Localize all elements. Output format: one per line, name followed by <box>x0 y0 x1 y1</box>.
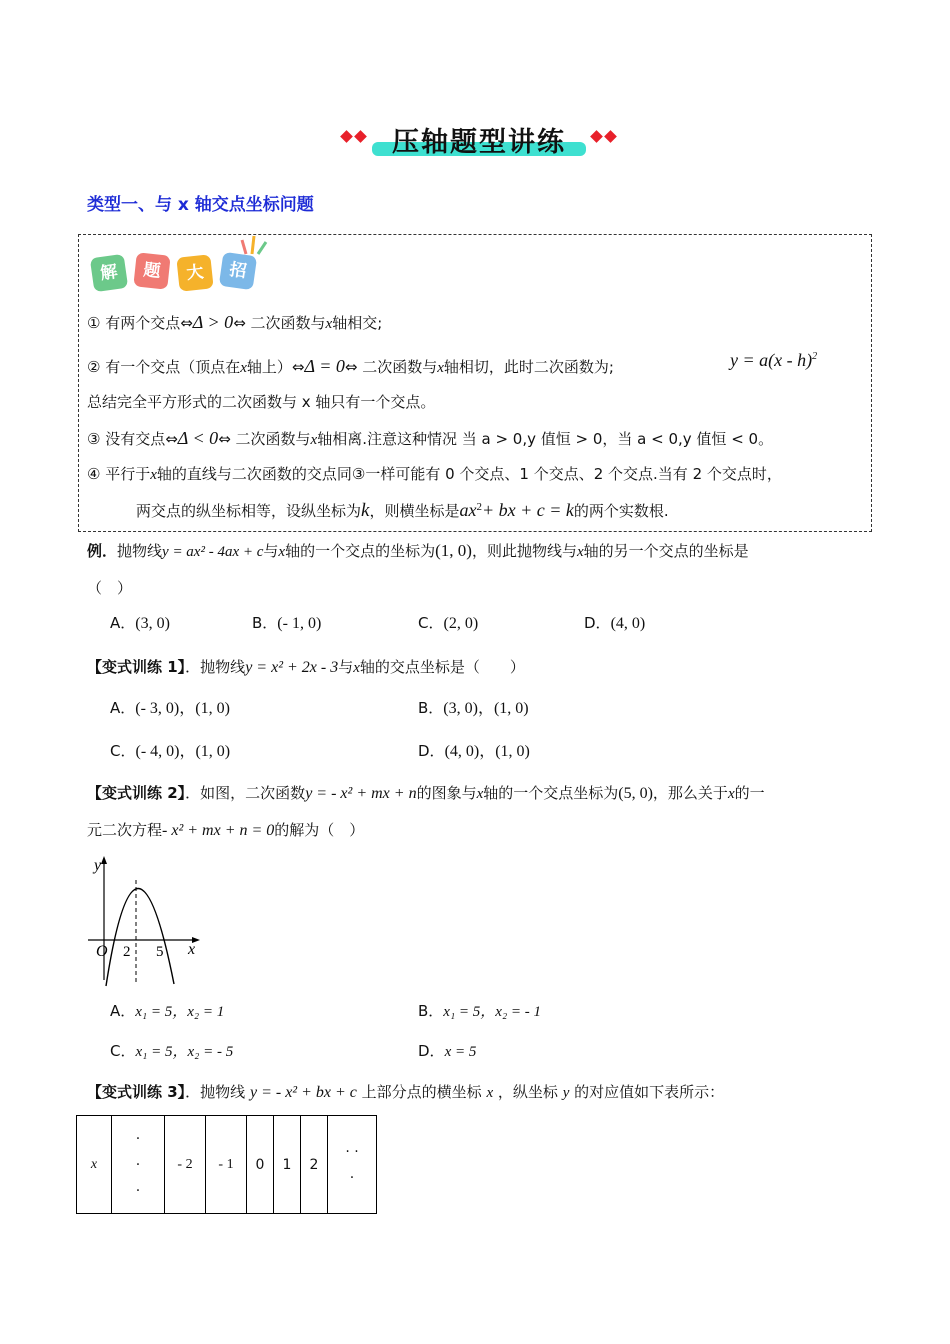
sparkle-icon <box>240 234 270 256</box>
badge-jie: 解 <box>90 254 128 292</box>
table-row <box>77 1116 377 1214</box>
exponent: 2 <box>476 501 482 513</box>
text: ⇔ 二次函数与 <box>218 430 311 448</box>
option-value: (2, 0) <box>443 615 479 632</box>
text: ① 有两个交点⇔ <box>87 314 193 332</box>
parabola-graph <box>84 850 214 990</box>
text: 元二次方程 <box>87 821 163 839</box>
option-value: (- 1, 0) <box>277 615 322 632</box>
option-letter: A． <box>110 1002 136 1020</box>
option-letter: C． <box>110 1042 136 1060</box>
formula: y = x² + 2x - 3 <box>245 659 339 676</box>
title-banner <box>338 118 620 158</box>
text: 轴相交; <box>332 314 383 332</box>
text: 的图象与 <box>416 784 477 802</box>
x-label: x <box>188 941 196 958</box>
v1-option-d[interactable] <box>418 738 530 761</box>
formula: y = a(x - h) <box>730 350 813 370</box>
table-cell: · · · <box>112 1116 165 1214</box>
option-value: x₁ = 5，x₂ = - 1 <box>443 1004 542 1020</box>
var-x: x <box>310 432 318 448</box>
table-cell: - 2 <box>165 1116 206 1214</box>
text: ③ 没有交点⇔ <box>87 430 178 448</box>
var-y: y <box>562 1085 570 1101</box>
option-value: x = 5 <box>444 1044 477 1060</box>
option-value: (- 4, 0)，(1, 0) <box>135 743 231 760</box>
v2-option-b[interactable] <box>418 1000 541 1021</box>
text: 轴相离.注意这种情况 当 a > 0,y 值恒 > 0，当 a < 0,y 值恒 < 0。 <box>317 430 774 448</box>
text: ，纵坐标 <box>497 1083 558 1101</box>
badge-da: 大 <box>176 254 213 291</box>
option-letter: A． <box>110 699 136 717</box>
tip-line-6 <box>136 500 669 522</box>
option-value: (3, 0)，(1, 0) <box>443 700 529 717</box>
text: 与 <box>263 542 279 560</box>
var-x: x <box>240 360 247 376</box>
option-letter: D． <box>418 742 445 760</box>
var-x: x <box>476 786 484 802</box>
text: 的一 <box>734 784 765 802</box>
variant-label: 【变式训练 2】 <box>87 784 186 802</box>
text: ．如图，二次函数 <box>185 784 306 802</box>
text: 轴上）⇔ <box>246 358 305 376</box>
exponent: 2 <box>812 351 818 362</box>
tip-line-4 <box>87 428 773 449</box>
option-letter: C． <box>110 742 136 760</box>
text: 轴的直线与二次函数的交点同③一样可能有 0 个交点、1 个交点、2 个交点.当有 2 个交点时， <box>156 465 782 483</box>
option-b[interactable] <box>252 612 321 633</box>
point: (5, 0) <box>618 785 653 802</box>
tick-5: 5 <box>156 944 164 960</box>
text: ，则横坐标是 <box>369 502 460 520</box>
v1-option-a[interactable] <box>110 695 230 718</box>
origin-label: O <box>96 943 108 960</box>
text: 轴的一个交点的坐标为 <box>285 542 436 560</box>
text: ② 有一个交点（顶点在 <box>87 358 241 376</box>
formula: Δ > 0 <box>192 312 234 332</box>
option-value: (3, 0) <box>135 615 170 632</box>
variant-1-question <box>87 656 525 677</box>
tip-line-2 <box>87 356 614 377</box>
v2-option-c[interactable] <box>110 1040 233 1061</box>
tip-line-5 <box>87 463 782 484</box>
option-letter: B． <box>418 1002 444 1020</box>
text: ，则此抛物线与 <box>471 542 577 560</box>
text: 轴相切，此时二次函数为; <box>443 358 614 376</box>
v2-option-d[interactable] <box>418 1040 476 1061</box>
table-cell: 1 <box>274 1116 301 1214</box>
vertex-form-formula <box>730 350 817 371</box>
option-letter: B． <box>252 614 278 632</box>
point: (1, 0) <box>435 541 472 560</box>
option-value: (- 3, 0)，(1, 0) <box>135 700 230 717</box>
var-x: x <box>727 786 735 802</box>
formula: Δ = 0 <box>304 356 345 376</box>
option-d[interactable] <box>584 612 645 633</box>
var-x: x <box>150 467 157 483</box>
text: 与 <box>338 658 354 676</box>
badge-zhao: 招 <box>219 252 257 290</box>
tips-badge-group <box>90 246 270 298</box>
text: 的两个实数根. <box>573 502 669 520</box>
var-x: x <box>486 1085 494 1101</box>
var-x: x <box>278 544 286 560</box>
badge-ti: 题 <box>133 252 170 289</box>
text: ．抛物线 <box>185 1083 246 1101</box>
text: 轴的另一个交点的坐标是 <box>583 542 749 560</box>
variant-2-question-cont <box>87 819 364 840</box>
y-axis-arrow <box>101 856 107 864</box>
example-question <box>87 540 749 561</box>
formula: ax <box>459 500 477 520</box>
formula: y = ax² - 4ax + c <box>162 544 264 560</box>
formula: + bx + c = k <box>481 500 574 520</box>
text: ④ 平行于 <box>87 465 151 483</box>
formula: Δ < 0 <box>177 428 219 448</box>
v1-option-b[interactable] <box>418 695 529 718</box>
table-cell: 2 <box>301 1116 328 1214</box>
var-k: k <box>361 500 370 521</box>
table-cell: x <box>77 1116 112 1214</box>
value-table <box>76 1115 377 1214</box>
tip-line-3: 总结完全平方形式的二次函数与 x 轴只有一个交点。 <box>87 393 436 411</box>
example-blank: （ ） <box>87 579 133 597</box>
option-letter: D． <box>584 614 611 632</box>
y-label: y <box>94 857 102 874</box>
var-x: x <box>353 660 360 676</box>
text: ．抛物线 <box>185 658 246 676</box>
var-x: x <box>576 544 584 560</box>
text: 抛物线 <box>117 542 163 560</box>
option-letter: B． <box>418 699 444 717</box>
formula: - x² + mx + n = 0 <box>162 822 275 839</box>
v1-option-c[interactable] <box>110 738 230 761</box>
variant-2-question <box>87 782 765 803</box>
table-cell: - 1 <box>206 1116 247 1214</box>
text: 轴的一个交点坐标为 <box>483 784 619 802</box>
text: 两交点的纵坐标相等，设纵坐标为 <box>136 502 362 520</box>
var-x: x <box>437 360 444 376</box>
page-title: 压轴题型讲练 <box>392 127 566 158</box>
section-title: 类型一、与 x 轴交点坐标问题 <box>87 195 314 215</box>
variant-label: 【变式训练 3】 <box>87 1083 186 1101</box>
text: 的对应值如下表所示： <box>574 1083 725 1101</box>
option-letter: A． <box>110 614 136 632</box>
table-cell: · · · <box>328 1116 377 1214</box>
option-value: x₁ = 5，x₂ = - 5 <box>135 1044 234 1060</box>
option-value: (4, 0)，(1, 0) <box>444 743 530 760</box>
text: ⇔ 二次函数与 <box>233 314 326 332</box>
variant-3-question <box>87 1081 724 1102</box>
text: 轴的交点坐标是（ ） <box>359 658 525 676</box>
tip-line-1 <box>87 312 382 333</box>
var-x: x <box>325 316 333 332</box>
formula: y = - x² + mx + n <box>305 785 417 802</box>
variant-label: 【变式训练 1】 <box>87 658 186 676</box>
parabola-curve <box>106 888 174 986</box>
option-value: (4, 0) <box>610 615 646 632</box>
table-cell: 0 <box>247 1116 274 1214</box>
option-value: x₁ = 5，x₂ = 1 <box>135 1004 225 1020</box>
option-a[interactable] <box>110 612 170 633</box>
text: ⇔ 二次函数与 <box>344 358 438 376</box>
v2-option-a[interactable] <box>110 1000 224 1021</box>
text: ，那么关于 <box>652 784 728 802</box>
option-letter: D． <box>418 1042 445 1060</box>
tick-2: 2 <box>123 944 131 960</box>
formula: y = - x² + bx + c <box>249 1084 357 1101</box>
text: 上部分点的横坐标 <box>361 1083 482 1101</box>
option-c[interactable] <box>418 612 478 633</box>
option-letter: C． <box>418 614 444 632</box>
text: 的解为（ ） <box>274 821 365 839</box>
example-label: 例． <box>87 542 118 560</box>
